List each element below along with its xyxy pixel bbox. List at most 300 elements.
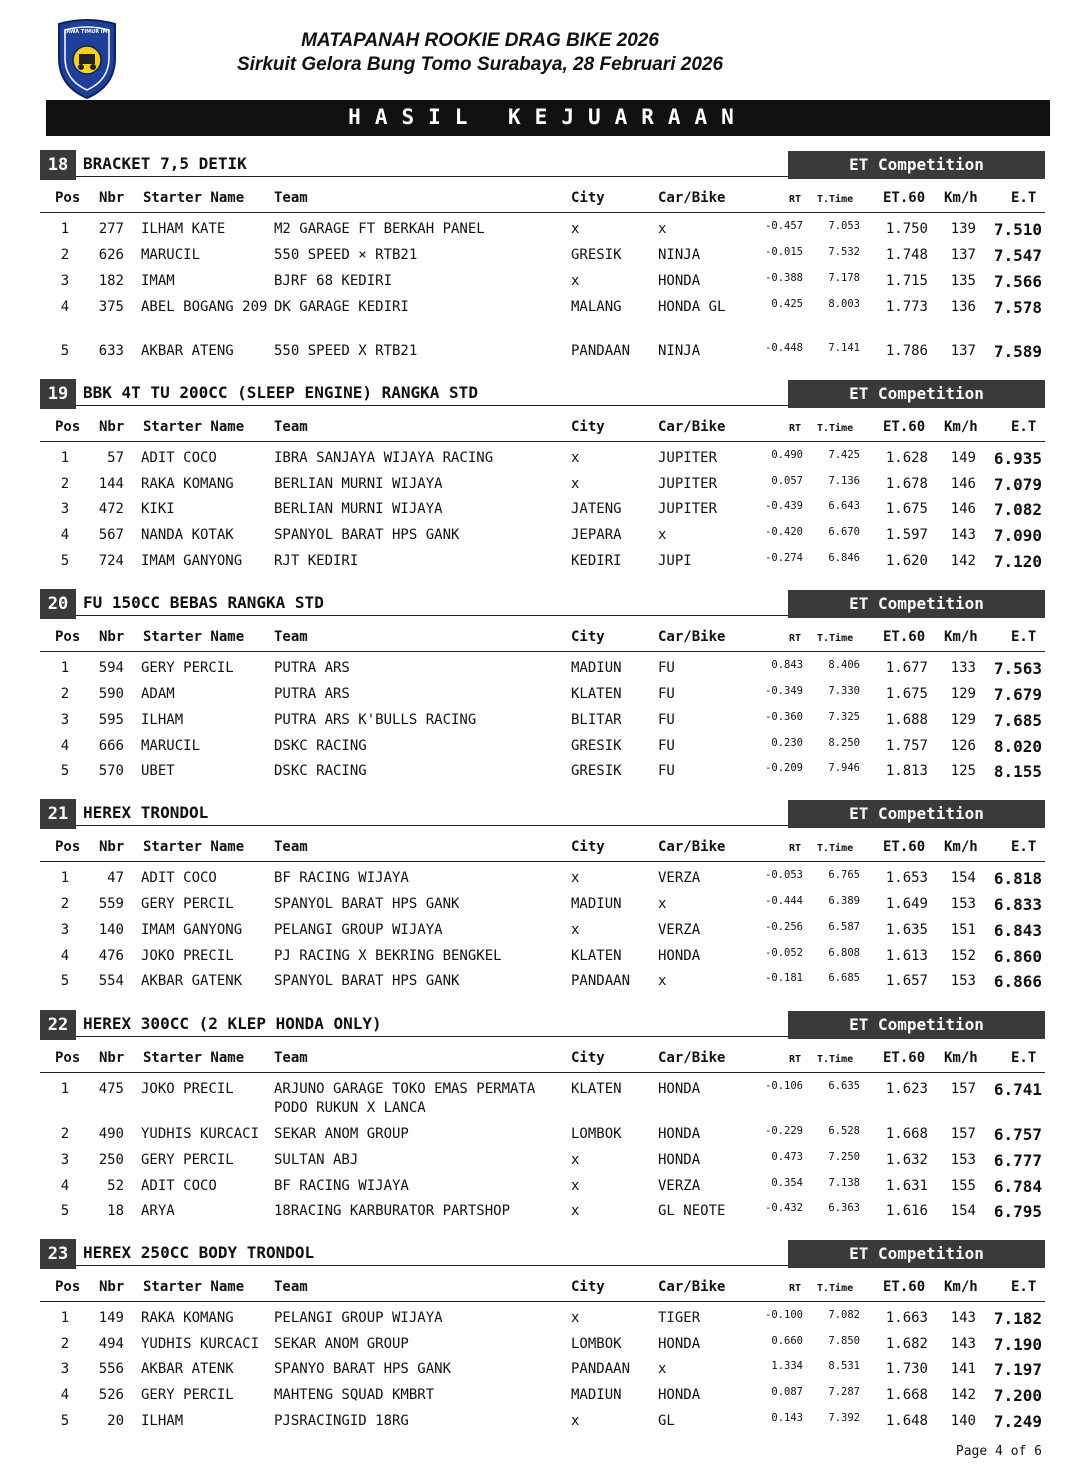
col-city: City: [571, 839, 605, 855]
cell-team: PJ RACING X BEKRING BENGKEL: [274, 948, 502, 964]
header-divider: [40, 861, 1045, 862]
cell-team: SULTAN ABJ: [274, 1152, 359, 1168]
cell-city: MALANG: [571, 299, 622, 315]
cell-city: BLITAR: [571, 712, 622, 728]
class-title: BRACKET 7,5 DETIK: [83, 154, 247, 173]
cell-rt: 0.143: [771, 1412, 803, 1424]
cell-bike: x: [658, 973, 667, 989]
result-row: [0, 500, 1080, 524]
cell-rt: -0.100: [765, 1309, 803, 1321]
cell-kmh: 146: [950, 476, 976, 492]
cell-ttime: 6.685: [828, 972, 860, 984]
col-team: Team: [274, 1279, 308, 1295]
cell-pos: 2: [60, 1126, 70, 1142]
cell-team: IBRA SANJAYA WIJAYA RACING: [274, 450, 494, 466]
cell-bike: VERZA: [658, 922, 701, 938]
class-number: 20: [40, 589, 76, 619]
cell-kmh: 142: [950, 1387, 976, 1403]
cell-ttime: 6.670: [828, 526, 860, 538]
cell-et60: 1.616: [885, 1203, 928, 1219]
cell-team: BF RACING WIJAYA: [274, 870, 409, 886]
result-row: [0, 272, 1080, 296]
logo-lettering: JAWA TIMUR IMI: [64, 29, 110, 35]
cell-nbr: 666: [98, 738, 124, 754]
cell-nbr: 570: [98, 763, 124, 779]
cell-city: JEPARA: [571, 527, 622, 543]
cell-bike: x: [658, 221, 667, 237]
cell-ttime: 7.425: [828, 449, 860, 461]
divider: [76, 1036, 788, 1037]
cell-nbr: 556: [98, 1361, 124, 1377]
cell-team: SPANYOL BARAT HPS GANK: [274, 973, 460, 989]
cell-et: 7.547: [993, 246, 1042, 265]
cell-pos: 4: [60, 1387, 70, 1403]
cell-nbr: 250: [98, 1152, 124, 1168]
result-row: [0, 298, 1080, 322]
event-title: MATAPANAH ROOKIE DRAG BIKE 2026: [301, 30, 659, 51]
cell-kmh: 153: [950, 973, 976, 989]
cell-name: JOKO PRECIL: [141, 1081, 234, 1097]
cell-et60: 1.613: [885, 948, 928, 964]
cell-et: 7.197: [993, 1360, 1042, 1379]
cell-kmh: 137: [950, 343, 976, 359]
table-header: [0, 835, 1080, 861]
cell-rt: 0.230: [771, 737, 803, 749]
col-kmh: Km/h: [944, 1050, 978, 1066]
cell-rt: -0.448: [765, 342, 803, 354]
cell-city: LOMBOK: [571, 1126, 622, 1142]
cell-name: KIKI: [141, 501, 175, 517]
cell-et60: 1.657: [885, 973, 928, 989]
cell-et: 6.777: [993, 1151, 1042, 1170]
col-pos: Pos: [55, 629, 81, 645]
cell-ttime: 6.587: [828, 921, 860, 933]
cell-et: 6.818: [993, 869, 1042, 888]
col-name: Starter Name: [143, 1279, 245, 1295]
cell-nbr: 20: [107, 1413, 124, 1429]
cell-pos: 3: [60, 922, 70, 938]
cell-rt: -0.360: [765, 711, 803, 723]
cell-team: PJSRACINGID 18RG: [274, 1413, 409, 1429]
cell-rt: -0.106: [765, 1080, 803, 1092]
competition-label: ET Competition: [788, 590, 1045, 618]
col-bike: Car/Bike: [658, 629, 726, 645]
cell-team: SEKAR ANOM GROUP: [274, 1126, 409, 1142]
cell-city: x: [571, 1203, 580, 1219]
page-number: Page 4 of 6: [955, 1444, 1042, 1459]
result-row: [0, 552, 1080, 576]
cell-ttime: 7.850: [828, 1335, 860, 1347]
cell-ttime: 7.325: [828, 711, 860, 723]
cell-nbr: 375: [98, 299, 124, 315]
cell-pos: 2: [60, 476, 70, 492]
cell-bike: HONDA: [658, 1081, 701, 1097]
col-kmh: Km/h: [944, 839, 978, 855]
cell-et60: 1.715: [885, 273, 928, 289]
cell-team: DSKC RACING: [274, 738, 367, 754]
header-divider: [40, 1072, 1045, 1073]
col-nbr: Nbr: [99, 629, 125, 645]
col-name: Starter Name: [143, 839, 245, 855]
cell-team: 550 SPEED × RTB21: [274, 247, 418, 263]
col-et60: ET.60: [883, 1050, 926, 1066]
imi-jawa-timur-logo: [55, 18, 119, 100]
cell-kmh: 129: [950, 712, 976, 728]
cell-et60: 1.635: [885, 922, 928, 938]
cell-city: PANDAAN: [571, 973, 631, 989]
col-pos: Pos: [55, 1050, 81, 1066]
col-et60: ET.60: [883, 629, 926, 645]
cell-team: PUTRA ARS: [274, 686, 350, 702]
cell-kmh: 136: [950, 299, 976, 315]
cell-et: 6.860: [993, 947, 1042, 966]
cell-bike: VERZA: [658, 870, 701, 886]
cell-ttime: 7.178: [828, 272, 860, 284]
cell-city: x: [571, 273, 580, 289]
cell-kmh: 157: [950, 1126, 976, 1142]
cell-name: RAKA KOMANG: [141, 476, 234, 492]
col-ttime: T.Time: [817, 194, 854, 205]
cell-rt: 0.490: [771, 449, 803, 461]
result-row: [0, 1335, 1080, 1359]
cell-nbr: 47: [107, 870, 124, 886]
col-bike: Car/Bike: [658, 419, 726, 435]
result-row: [0, 762, 1080, 786]
cell-pos: 5: [60, 763, 70, 779]
cell-kmh: 151: [950, 922, 976, 938]
cell-et60: 1.675: [885, 501, 928, 517]
cell-rt: 0.660: [771, 1335, 803, 1347]
col-pos: Pos: [55, 190, 81, 206]
cell-pos: 4: [60, 948, 70, 964]
cell-bike: HONDA GL: [658, 299, 726, 315]
result-row: [0, 526, 1080, 550]
cell-et60: 1.597: [885, 527, 928, 543]
cell-nbr: 526: [98, 1387, 124, 1403]
cell-et60: 1.648: [885, 1413, 928, 1429]
cell-city: KLATEN: [571, 686, 622, 702]
col-city: City: [571, 1050, 605, 1066]
cell-bike: HONDA: [658, 1336, 701, 1352]
cell-et60: 1.678: [885, 476, 928, 492]
banner-text: HASIL KEJUARAAN: [348, 105, 748, 129]
cell-city: GRESIK: [571, 247, 622, 263]
cell-bike: x: [658, 527, 667, 543]
cell-kmh: 137: [950, 247, 976, 263]
cell-nbr: 144: [98, 476, 124, 492]
cell-pos: 1: [60, 450, 70, 466]
cell-et60: 1.813: [885, 763, 928, 779]
cell-pos: 2: [60, 247, 70, 263]
class-number: 21: [40, 799, 76, 829]
col-et: E.T: [1011, 419, 1037, 435]
result-row: [0, 1125, 1080, 1149]
event-subtitle: Sirkuit Gelora Bung Tomo Surabaya, 28 Februari 2026: [236, 54, 724, 75]
col-bike: Car/Bike: [658, 1279, 726, 1295]
cell-name: IMAM: [141, 273, 175, 289]
cell-city: GRESIK: [571, 763, 622, 779]
cell-rt: -0.439: [765, 500, 803, 512]
col-nbr: Nbr: [99, 419, 125, 435]
col-city: City: [571, 1279, 605, 1295]
cell-kmh: 129: [950, 686, 976, 702]
cell-et60: 1.688: [885, 712, 928, 728]
cell-pos: 5: [60, 1203, 70, 1219]
col-team: Team: [274, 1050, 308, 1066]
result-row: [0, 1386, 1080, 1410]
competition-label: ET Competition: [788, 151, 1045, 179]
cell-team: DSKC RACING: [274, 763, 367, 779]
cell-team: ARJUNO GARAGE TOKO EMAS PERMATA PODO RUKUN X LANCA: [274, 1081, 536, 1116]
col-name: Starter Name: [143, 629, 245, 645]
col-ttime: T.Time: [817, 633, 854, 644]
class-number: 22: [40, 1010, 76, 1040]
cell-pos: 1: [60, 660, 70, 676]
cell-kmh: 153: [950, 896, 976, 912]
cell-nbr: 472: [98, 501, 124, 517]
col-et60: ET.60: [883, 419, 926, 435]
col-kmh: Km/h: [944, 1279, 978, 1295]
cell-name: IMAM GANYONG: [141, 922, 243, 938]
col-rt: RT: [789, 633, 802, 644]
class-title: FU 150CC BEBAS RANGKA STD: [83, 593, 324, 612]
cell-team: PUTRA ARS K'BULLS RACING: [274, 712, 477, 728]
col-ttime: T.Time: [817, 423, 854, 434]
cell-name: GERY PERCIL: [141, 1387, 234, 1403]
result-row: [0, 947, 1080, 971]
table-header: [0, 415, 1080, 441]
competition-label: ET Competition: [788, 380, 1045, 408]
result-row: [0, 1412, 1080, 1436]
cell-et60: 1.663: [885, 1310, 928, 1326]
cell-nbr: 724: [98, 553, 124, 569]
col-kmh: Km/h: [944, 629, 978, 645]
cell-city: GRESIK: [571, 738, 622, 754]
cell-et60: 1.631: [885, 1178, 928, 1194]
col-bike: Car/Bike: [658, 1050, 726, 1066]
cell-pos: 3: [60, 273, 70, 289]
cell-et: 7.679: [993, 685, 1042, 704]
cell-team: PUTRA ARS: [274, 660, 350, 676]
cell-et: 6.866: [993, 972, 1042, 991]
cell-kmh: 125: [950, 763, 976, 779]
result-row: [0, 1360, 1080, 1384]
cell-nbr: 18: [107, 1203, 124, 1219]
cell-city: x: [571, 1413, 580, 1429]
cell-kmh: 149: [950, 450, 976, 466]
cell-name: ADIT COCO: [141, 1178, 217, 1194]
cell-bike: x: [658, 1361, 667, 1377]
col-et: E.T: [1011, 1279, 1037, 1295]
competition-label: ET Competition: [788, 1011, 1045, 1039]
cell-name: MARUCIL: [141, 247, 201, 263]
result-row: [0, 711, 1080, 735]
cell-rt: -0.420: [765, 526, 803, 538]
result-row: [0, 475, 1080, 499]
cell-ttime: 7.532: [828, 246, 860, 258]
cell-city: KLATEN: [571, 1081, 622, 1097]
cell-kmh: 154: [950, 1203, 976, 1219]
cell-et: 7.200: [993, 1386, 1042, 1405]
col-nbr: Nbr: [99, 1050, 125, 1066]
cell-name: ADAM: [141, 686, 175, 702]
cell-team: SPANYOL BARAT HPS GANK: [274, 527, 460, 543]
class-number: 18: [40, 150, 76, 180]
cell-pos: 5: [60, 553, 70, 569]
cell-rt: -0.256: [765, 921, 803, 933]
cell-nbr: 594: [98, 660, 124, 676]
cell-et60: 1.653: [885, 870, 928, 886]
cell-ttime: 6.363: [828, 1202, 860, 1214]
col-et: E.T: [1011, 629, 1037, 645]
cell-name: ADIT COCO: [141, 870, 217, 886]
result-row: [0, 1202, 1080, 1226]
col-rt: RT: [789, 423, 802, 434]
cell-bike: HONDA: [658, 1152, 701, 1168]
cell-et: 7.589: [993, 342, 1042, 361]
cell-rt: -0.229: [765, 1125, 803, 1137]
cell-name: JOKO PRECIL: [141, 948, 234, 964]
col-rt: RT: [789, 1283, 802, 1294]
result-row: [0, 1151, 1080, 1175]
result-row: [0, 737, 1080, 761]
cell-nbr: 595: [98, 712, 124, 728]
col-name: Starter Name: [143, 190, 245, 206]
col-nbr: Nbr: [99, 839, 125, 855]
competition-label: ET Competition: [788, 1240, 1045, 1268]
col-et: E.T: [1011, 839, 1037, 855]
cell-kmh: 143: [950, 527, 976, 543]
cell-pos: 5: [60, 1413, 70, 1429]
col-et: E.T: [1011, 1050, 1037, 1066]
divider: [76, 405, 788, 406]
cell-pos: 3: [60, 1361, 70, 1377]
cell-et: 7.182: [993, 1309, 1042, 1328]
cell-name: ABEL BOGANG 209: [141, 299, 268, 315]
cell-pos: 3: [60, 712, 70, 728]
col-ttime: T.Time: [817, 1054, 854, 1065]
cell-ttime: 7.392: [828, 1412, 860, 1424]
cell-pos: 3: [60, 501, 70, 517]
cell-et60: 1.750: [885, 221, 928, 237]
cell-nbr: 494: [98, 1336, 124, 1352]
cell-pos: 5: [60, 343, 70, 359]
result-row: [0, 921, 1080, 945]
cell-name: YUDHIS KURCACI: [141, 1336, 260, 1352]
cell-et: 7.510: [993, 220, 1042, 239]
result-row: [0, 1080, 1080, 1116]
cell-team: MAHTENG SQUAD KMBRT: [274, 1387, 435, 1403]
cell-bike: FU: [658, 686, 675, 702]
cell-city: LOMBOK: [571, 1336, 622, 1352]
cell-pos: 4: [60, 299, 70, 315]
col-rt: RT: [789, 843, 802, 854]
cell-rt: -0.349: [765, 685, 803, 697]
cell-ttime: 6.389: [828, 895, 860, 907]
col-nbr: Nbr: [99, 1279, 125, 1295]
cell-ttime: 8.531: [828, 1360, 860, 1372]
cell-et: 7.578: [993, 298, 1042, 317]
cell-ttime: 8.406: [828, 659, 860, 671]
competition-label: ET Competition: [788, 800, 1045, 828]
cell-kmh: 152: [950, 948, 976, 964]
divider: [76, 615, 788, 616]
cell-team: BERLIAN MURNI WIJAYA: [274, 501, 443, 517]
cell-et: 6.795: [993, 1202, 1042, 1221]
cell-city: x: [571, 1178, 580, 1194]
cell-ttime: 8.003: [828, 298, 860, 310]
cell-bike: JUPITER: [658, 501, 718, 517]
cell-ttime: 6.808: [828, 947, 860, 959]
cell-rt: -0.015: [765, 246, 803, 258]
cell-bike: JUPI: [658, 553, 692, 569]
cell-team: BJRF 68 KEDIRI: [274, 273, 393, 289]
cell-kmh: 146: [950, 501, 976, 517]
result-row: [0, 895, 1080, 919]
cell-kmh: 157: [950, 1081, 976, 1097]
cell-kmh: 139: [950, 221, 976, 237]
cell-city: x: [571, 922, 580, 938]
divider: [76, 176, 788, 177]
cell-et: 7.079: [993, 475, 1042, 494]
cell-kmh: 135: [950, 273, 976, 289]
header-divider: [40, 441, 1045, 442]
col-ttime: T.Time: [817, 1283, 854, 1294]
cell-kmh: 143: [950, 1336, 976, 1352]
col-et60: ET.60: [883, 190, 926, 206]
cell-pos: 4: [60, 527, 70, 543]
cell-et: 7.563: [993, 659, 1042, 678]
cell-city: PANDAAN: [571, 1361, 631, 1377]
cell-et60: 1.730: [885, 1361, 928, 1377]
class-title: HEREX 300CC (2 KLEP HONDA ONLY): [83, 1014, 382, 1033]
cell-rt: 0.425: [771, 298, 803, 310]
cell-city: MADIUN: [571, 1387, 622, 1403]
cell-ttime: 7.138: [828, 1177, 860, 1189]
cell-rt: 0.843: [771, 659, 803, 671]
cell-name: GERY PERCIL: [141, 896, 234, 912]
col-city: City: [571, 629, 605, 645]
cell-team: BERLIAN MURNI WIJAYA: [274, 476, 443, 492]
result-row: [0, 342, 1080, 366]
cell-name: GERY PERCIL: [141, 1152, 234, 1168]
cell-rt: -0.209: [765, 762, 803, 774]
cell-name: MARUCIL: [141, 738, 201, 754]
cell-et: 7.685: [993, 711, 1042, 730]
cell-et60: 1.757: [885, 738, 928, 754]
table-header: [0, 186, 1080, 212]
cell-et60: 1.668: [885, 1126, 928, 1142]
cell-et: 7.566: [993, 272, 1042, 291]
results-banner: [46, 100, 1050, 136]
class-number: 23: [40, 1239, 76, 1269]
cell-rt: 0.473: [771, 1151, 803, 1163]
cell-rt: -0.053: [765, 869, 803, 881]
cell-city: x: [571, 221, 580, 237]
cell-pos: 4: [60, 738, 70, 754]
cell-bike: x: [658, 896, 667, 912]
cell-et: 7.090: [993, 526, 1042, 545]
cell-et: 6.935: [993, 449, 1042, 468]
cell-pos: 3: [60, 1152, 70, 1168]
cell-ttime: 7.053: [828, 220, 860, 232]
col-team: Team: [274, 190, 308, 206]
cell-kmh: 154: [950, 870, 976, 886]
cell-ttime: 6.635: [828, 1080, 860, 1092]
cell-et60: 1.786: [885, 343, 928, 359]
cell-bike: HONDA: [658, 1387, 701, 1403]
cell-et: 7.249: [993, 1412, 1042, 1431]
